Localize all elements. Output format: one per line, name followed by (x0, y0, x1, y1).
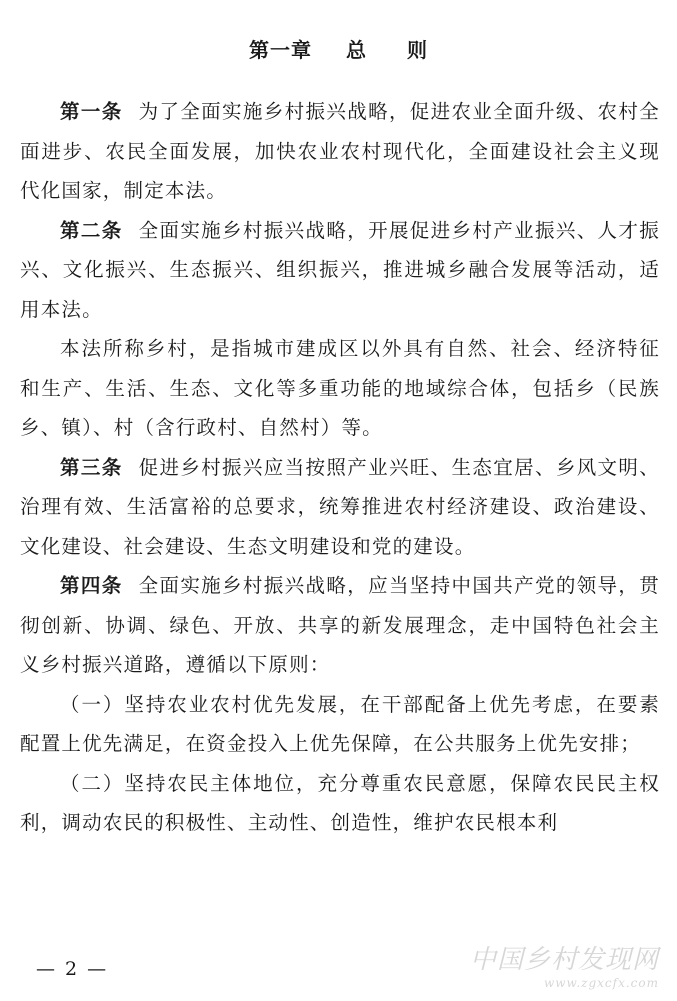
article-label: 第二条 (60, 218, 123, 242)
site-watermark (469, 944, 659, 996)
article-label: 第四条 (60, 574, 123, 597)
article-3-paragraph (20, 448, 660, 567)
article-label: 第一条 (60, 100, 123, 123)
chapter-title-number: 第一章 (249, 38, 312, 62)
watermark-site-name: 中国乡村发现网 (469, 945, 659, 975)
article-1-paragraph (20, 92, 660, 211)
article-text: 全面实施乡村振兴战略，应当坚持中国共产党的领导，贯彻创新、协调、绿色、开放、共享的新发展理念，走中国特色社会主义乡村振兴道路，遵循以下原则： (20, 574, 660, 676)
watermark-url: www.zgxcfx.com (543, 976, 659, 990)
page-number: — 2 — (36, 958, 109, 980)
document-body (20, 92, 660, 843)
article-4-paragraph (20, 566, 660, 685)
article-text: 全面实施乡村振兴战略，开展促进乡村产业振兴、人才振兴、文化振兴、生态振兴、组织振兴，推进城乡融合发展等活动，适用本法。 (20, 218, 660, 321)
article-label: 第三条 (60, 455, 123, 479)
article-text: （一）坚持农业农村优先发展，在干部配备上优先考虑，在要素配置上优先满足，在资金投入上优先保障，在公共服务上优先安排； (20, 692, 660, 755)
article-text: 促进乡村振兴应当按照产业兴旺、生态宜居、乡风文明、治理有效、生活富裕的总要求，统筹推进农村经济建设、政治建设、文化建设、社会建设、生态文明建设和党的建设。 (20, 455, 660, 558)
chapter-title (0, 34, 677, 63)
article-text: 为了全面实施乡村振兴战略，促进农业全面升级、农村全面进步、农民全面发展，加快农业农村现代化，全面建设社会主义现代化国家，制定本法。 (20, 100, 660, 202)
article-2-paragraph (20, 211, 660, 330)
chapter-title-word-2: 则 (407, 38, 428, 62)
article-2-definition-paragraph (20, 329, 660, 448)
principle-1-paragraph (20, 685, 660, 764)
article-text: （二）坚持农民主体地位，充分尊重农民意愿，保障农民民主权利，调动农民的积极性、主动性、创造性，维护农民根本利 (20, 771, 660, 834)
article-text: 本法所称乡村，是指城市建成区以外具有自然、社会、经济特征和生产、生活、生态、文化等多重功能的地域综合体，包括乡（民族乡、镇）、村（含行政村、自然村）等。 (20, 337, 660, 439)
principle-2-paragraph (20, 764, 660, 843)
chapter-title-word-1: 总 (346, 38, 367, 62)
